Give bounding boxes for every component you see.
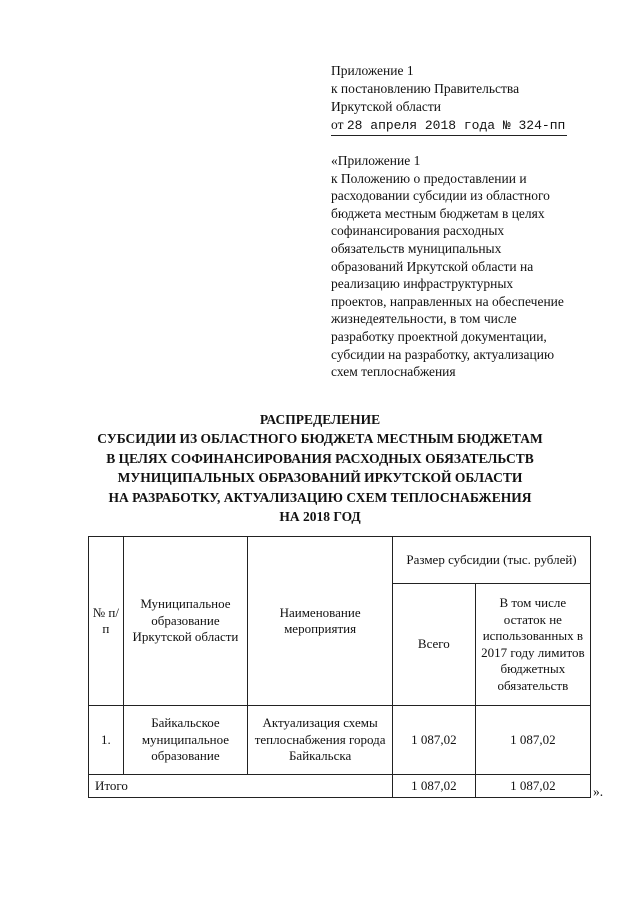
appendix-note-line: расходовании субсидии из областного <box>331 188 550 204</box>
appendix-note-line: «Приложение 1 <box>331 153 421 168</box>
cell-unused: 1 087,02 <box>475 706 590 775</box>
subsidy-distribution-table <box>88 536 591 798</box>
document-title <box>60 410 580 526</box>
appendix-note-line: проектов, направленных на обеспечение <box>331 293 564 309</box>
header-total: Всего <box>393 584 476 706</box>
title-line: НА 2018 ГОД <box>279 509 361 525</box>
appendix-note-line: образований Иркутской области на <box>331 258 534 274</box>
title-line: СУБСИДИИ ИЗ ОБЛАСТНОГО БЮДЖЕТА МЕСТНЫМ БЮДЖЕТАМ <box>97 431 543 447</box>
closing-quote: ». <box>593 784 604 799</box>
footer-total: 1 087,02 <box>393 775 476 798</box>
cell-municipality: Байкальское муниципальное образование <box>123 706 247 775</box>
footer-unused: 1 087,02 <box>475 775 590 798</box>
appendix-note-line: обязательств муниципальных <box>331 240 502 256</box>
title-line: РАСПРЕДЕЛЕНИЕ <box>259 412 381 427</box>
table-footer-row <box>89 775 591 798</box>
appendix-date <box>331 116 611 136</box>
title-line: В ЦЕЛЯХ СОФИНАНСИРОВАНИЯ РАСХОДНЫХ ОБЯЗАТЕЛЬСТВ <box>106 450 534 466</box>
appendix-line-3: Иркутской области <box>331 99 442 114</box>
appendix-note-line: жизнедеятельности, в том числе <box>331 311 517 327</box>
cell-total: 1 087,02 <box>393 706 476 775</box>
appendix-note-line: разработку проектной документации, <box>331 328 547 344</box>
cell-num: 1. <box>89 706 124 775</box>
appendix-note-line: софинансирования расходных <box>331 223 505 239</box>
appendix-line-2: к постановлению Правительства <box>331 81 520 96</box>
appendix-note-line: к Положению о предоставлении и <box>331 170 527 186</box>
appendix-note-line: бюджета местным бюджетам в целях <box>331 205 545 221</box>
header-activity: Наименование мероприятия <box>248 537 393 706</box>
title-line: НА РАЗРАБОТКУ, АКТУАЛИЗАЦИЮ СХЕМ ТЕПЛОСНАБЖЕНИЯ <box>108 489 532 505</box>
appendix-note-line: субсидии на разработку, актуализацию <box>331 346 555 362</box>
table-row <box>89 706 591 775</box>
header-unused: В том числе остаток не использованных в 2017 году лимитов бюджетных обязательств <box>475 584 590 706</box>
appendix-header <box>331 62 611 136</box>
appendix-note-line: реализацию инфраструктурных <box>331 276 514 292</box>
appendix-note-line: схем теплоснабжения <box>331 364 456 380</box>
appendix-line-1: Приложение 1 <box>331 63 414 78</box>
header-municipality: Муниципальное образование Иркутской области <box>123 537 247 706</box>
cell-activity: Актуализация схемы теплоснабжения города Байкальска <box>248 706 393 775</box>
date-underline <box>331 116 567 136</box>
date-value: 28 апреля 2018 года № 324-пп <box>346 118 566 133</box>
title-line: МУНИЦИПАЛЬНЫХ ОБРАЗОВАНИЙ ИРКУТСКОЙ ОБЛАСТИ <box>117 470 523 486</box>
regulation-appendix-note <box>331 152 597 381</box>
footer-label: Итого <box>89 775 393 798</box>
header-num: № п/п <box>89 537 124 706</box>
table-header-row <box>89 537 591 584</box>
header-subsidy-size: Размер субсидии (тыс. рублей) <box>393 537 591 584</box>
date-prefix: от <box>331 117 344 132</box>
